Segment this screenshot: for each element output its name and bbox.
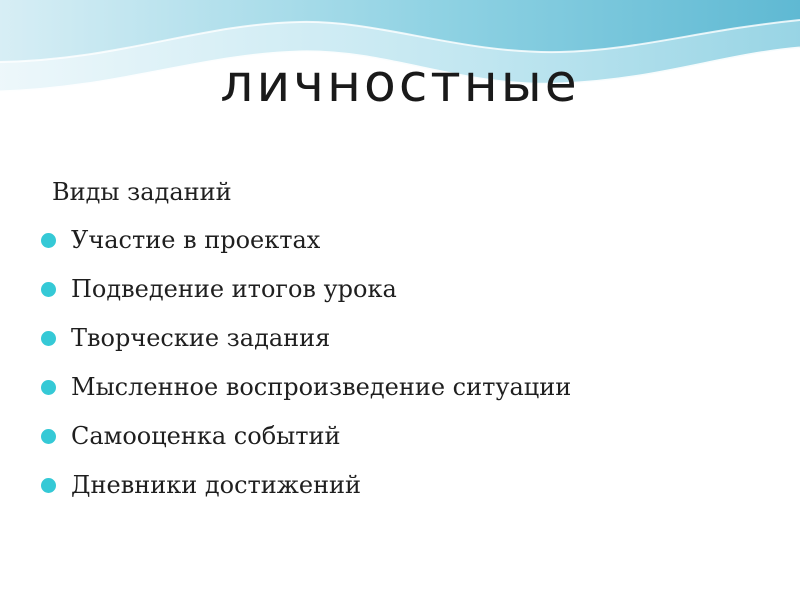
list-item-label: Мысленное воспроизведение ситуации <box>71 373 572 401</box>
list-item <box>38 422 778 450</box>
bullet-dot-icon <box>41 331 56 346</box>
list-item <box>38 226 778 254</box>
bullet-dot-icon <box>41 380 56 395</box>
list-item <box>38 324 778 352</box>
list-item-label: Подведение итогов урока <box>71 275 397 303</box>
list-item <box>38 275 778 303</box>
slide-title: личностные <box>220 54 580 114</box>
bullet-dot-icon <box>41 429 56 444</box>
list-item-label: Участие в проектах <box>71 226 321 254</box>
list-item-label: Самооценка событий <box>71 422 341 450</box>
list-item <box>38 471 778 499</box>
list-item-label: Творческие задания <box>71 324 331 352</box>
section-heading: Виды заданий <box>52 178 232 206</box>
bullet-list <box>38 226 778 499</box>
bullet-dot-icon <box>41 282 56 297</box>
list-item-label: Дневники достижений <box>71 471 362 499</box>
bullet-dot-icon <box>41 478 56 493</box>
list-item <box>38 373 778 401</box>
bullet-dot-icon <box>41 233 56 248</box>
content-area <box>38 178 778 520</box>
